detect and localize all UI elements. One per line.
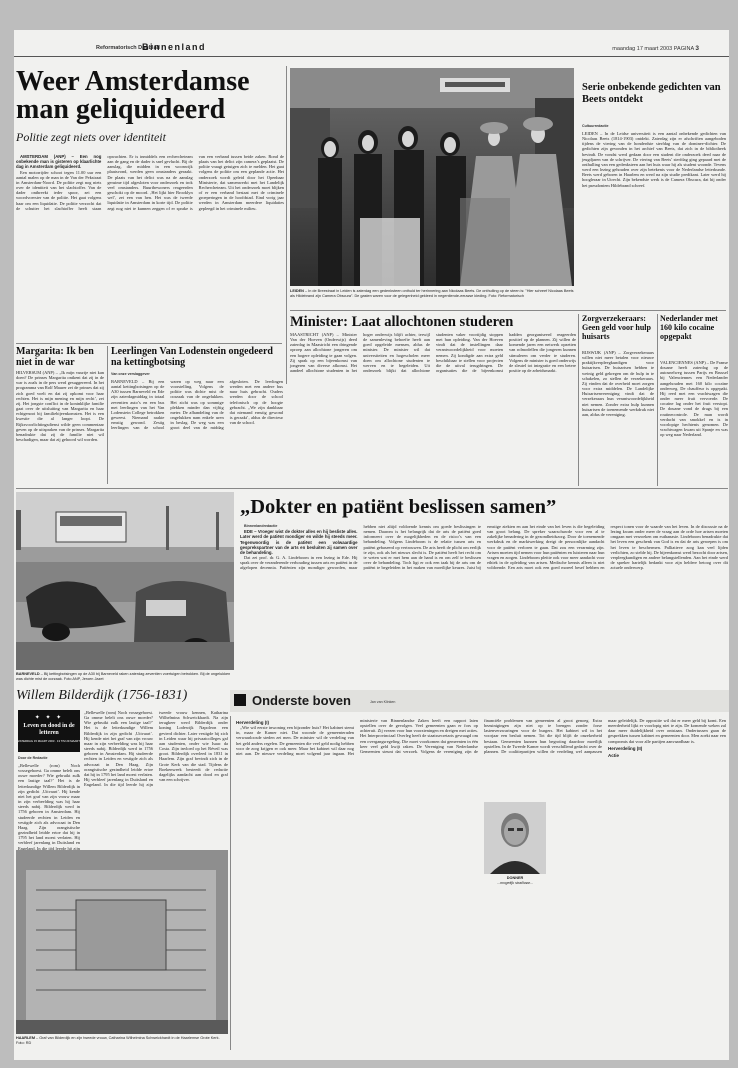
lodenstein-headline: Leerlingen Van Lodenstein ongedeerd na kettingbotsing [111, 346, 273, 368]
caption-text: – Graf van Bilderdijk en zijn tweede vrouw, Catharina Wilhelmina Schweickhardt in de Haarlemse Grote Kerk. [34, 1036, 220, 1040]
amsterdam-body: Een motorrijder schoot tegen 11.00 uur een aantal malen op de man in de Van der Pekstraat in Amsterdam-Noord. De politie zegt nog niets over de identiteit van het slachtoffer. Van de dader ontbreekt ieder spoor, zei een woordvoerster van de politie. Het gaat volgens haar om een liquidatie. De politie verzocht dat de schutter het slachtoffer heeft staan opwachten. Er is inmiddels een rechercheteam aan de gang en de dader is snel gevlucht. Bij de aanslag, die midden in een woonwijk plaatsvond, werden geen omstanders geraakt. De plaats van het delict was na de aanslag geruime tijd afgesloten voor onderzoek en trok veel omstanders. Buurtbewoners reageerden geschokt op de moord. ‚Het lijkt hier Brooklyn wel’, zei een van hen. Het was de tweede liquidatie in Amsterdam in korte tijd. De politie zegt nog niet te kunnen zeggen of er sprake is van een verband tussen beide zaken. Rond de plaats van het delict zijn camera’s geplaatst. De politie vraagt getuigen zich te melden. Het gaat volgens de politie om een geplande actie. Het onderzoek wordt geleid door het Openbaar Ministerie, dat samenwerkt met het Landelijk Rechercheteam. Uit het onderzoek moet blijken of er een verband bestaat met de criminele groeperingen in de hoofdstad. Eind vorig jaar werden in Amsterdam meerdere liquidaties gepleegd in het criminele milieu. [16, 154, 284, 211]
zorg-headline: Zorgverzekeraars: Geen geld voor hulp huisarts [582, 314, 651, 341]
caption-text: – In de Breestraat in Leiden is zaterdag een gedenksteen onthuld ter herinnering aan Nicolaas Beets. De onthulling op de steen is: "Hier schreef Nicolaas Beets als Hildebrand zijn Camera Obscura". De gasten waren voor de gelegenheid gekleed in negentiende-eeuwse kleding. [290, 289, 574, 298]
photo-credit: Foto: Reformatorisch [488, 293, 524, 298]
bilderdijk-body-col1: „Bellewelle (rom) Noch vossegehoest. Ga omme belelt ons ouwe moeder? Wie gebruikt zulk een lastige taal?’ Het is de letterkundige Willem Bilderdijk in zijn gedicht ‚Uitvaart’. Hij kende niet het graf van zijn vrouw maar in zijn verbeelding was hij haar steeds nabij. Bilderdijk werd in 1756 geboren in Amsterdam. Hij studeerde rechten in Leiden en vestigde zich als advocaat in Den Haag. Zijn orangistische gezindheid leidde ertoe dat hij in 1795 het land moest verlaten. Hij verbleef jarenlang in Duitsland en Engeland. In die tijd leerde hij zijn [18, 763, 80, 851]
caption-place: LEIDEN [290, 289, 304, 293]
date-text: maandag 17 maart 2003 [612, 46, 673, 52]
section-name: Binnenland [142, 42, 206, 52]
subhead-actie: Actie [608, 752, 620, 758]
dokter-article [240, 524, 728, 684]
column-byline: Jan van Klinken [370, 700, 396, 704]
newspaper-page [14, 30, 729, 1060]
beets-ceremony-photo [290, 68, 574, 286]
logo-mark: ✦ ✦ ✦ [34, 715, 64, 721]
beets-byline: Cultuurredactie [582, 124, 609, 128]
car-crash-image [16, 492, 234, 670]
crash-photo-caption [16, 672, 234, 686]
onderste-text: „Wie wil eerste inwoning een bijzonder huis? Het kabinet stemt in, maar de Kamer niet. Dat woonde de gemeenteraden verwaarloosde steden zei men. De minister wil de verdeling van het geld anders regelen. De gemeenten die veel geld nodig hebben voor de zorg krijgen er ook meer. Maar het kabinet wil daar nog niet aan. De nieuwe verdeling moet volgend jaar ingaan. Het ministerie van Binnenlandse Zaken heeft een rapport laten opstellen over de gevolgen. Veel gemeenten gaan er fors op achteruit. Zij vrezen voor hun voorzieningen en dreigen met acties. Het Interprovinciaal Overleg heeft de staatssecretaris gevraagd om een overgangsregeling. Die moet voorkomen dat gemeenten in één keer veel geld kwijt raken. De Vereniging van Nederlandse Gemeenten steunt dat verzoek. Volgens de vereniging zijn de financiële problemen van gemeenten al groot genoeg. Extra bezuinigingen zijn niet op te brengen zonder forse lastenverzwaringen voor de burgers. Het kabinet wil in het voorjaar een besluit nemen. Tot die tijd blijft de onzekerheid bestaan. Gemeenten kunnen hun begroting daardoor moeilijk opstellen. In de Tweede Kamer wordt verschillend gedacht over de plannen. De coalitiepartijen willen de verdeling wel aanpassen maar geleidelijk. De oppositie wil dat er meer geld bij komt. Een meerderheid lijkt er voorlopig niet te zijn. De komende weken zal daar meer duidelijkheid over ontstaan. Ondertussen gaan de gesprekken tussen kabinet en gemeenten door. Men zoekt naar een compromis dat voor alle partijen aanvaardbaar is. [236, 718, 726, 756]
logo-text: Leven en dood in de letteren [23, 723, 75, 736]
dokter-headline: „Dokter en patiënt beslissen samen” [240, 496, 557, 518]
column-rule [107, 346, 108, 484]
beets-body: LEIDEN – In de Leidse universiteit is een aantal onbekende gedichten van Nicolaas Beets (1814-1903) ontdekt. Zaterdag zijn er afschriften aangeboden tijdens de viering van de honderdste sterfdag van de dominee-dichter. De gedichten zijn gevonden in het archief van Beets, dat zich in de bibliotheek bevindt. De vondst werd gedaan door een student die onderzoek deed naar de jeugdjaren van de schrijver. De viering van Beets’ sterfdag ging gepaard met de onthulling van een gedenksteen aan het huis waar hij als student woonde. Tevens werd een lezing gehouden over zijn betekenis voor de Nederlandse letterkunde. Beets werd geboren in Haarlem en werd na zijn studie predikant. Later werd hij hoogleraar in Utrecht. Zijn bekendste werk is de Camera Obscura, dat hij onder het pseudoniem Hildebrand schreef. [582, 131, 726, 188]
onderste-body [236, 718, 726, 1048]
dokter-byline: Binnenlandredactie [244, 524, 278, 528]
amsterdam-lede: AMSTERDAM (ANP) – Een nog onbekende man is gisteren op klaarlichte dag in Amsterdam geliquideerd. [16, 154, 102, 170]
column-rule [230, 716, 231, 1050]
caption-place: BARNEVELD [16, 672, 40, 676]
page-header [14, 30, 729, 60]
caption-text: – Bij kettingbotsingen op de A30 bij Barneveld raken zaterdag zeventien voertuigen betrokken. Bij de ongelukken was dichte mist de oorzaak. [16, 672, 231, 681]
bilderdijk-byline: Door de Redactie [18, 756, 48, 760]
photo-credit: Foto: RD [16, 1040, 32, 1045]
donner-caption [484, 876, 546, 885]
beets-headline: Serie onbekende gedichten van Beets ontdekt [582, 82, 721, 105]
logo-subtext: ZATERDAG 15 MAART 2003 · 13 T/M 29 MAART [18, 739, 80, 743]
cocaine-body: VALENCIENNES (ANP) – De Franse douane heeft zaterdag op de autosnelweg tussen Parijs en Brussel bij Valenciennes een Nederlander aangehouden met 160 kilo cocaïne onderweg. De chauffeur is opgepakt. Hij reed met een vrachtwagen die onder meer fruit vervoerde. De cocaïne lag onder het fruit verstopt. De douane vond de drugs bij een routinecontrole. De man wordt verdacht van smokkel en is in voorlopige hechtenis genomen. De vrachtwagen kwam uit Spanje en was op weg naar Nederland. [660, 360, 728, 438]
margarita-body: HILVERSUM (ANP) – „Ik mijn vuurtje niet kan doen? De prinses Margarita ontkent dat zij in de war is zoals in de pers werd gesuggereerd. In het programma van Rolf Maurer zei de prinses dat zij zich goed voelt en dat zij opkomt voor haar rechten. Het is mijn mening en mijn recht’, zei zij. Het jongste conflict in de koninklijke familie gaat over de uitsluiting van Margarita en haar echtgenoot bij familiebijeenkomsten. Het is een kwestie die al langer loopt. De Rijksvoorlichtingsdienst wilde geen commentaar geven op de uitspraken van de prinses. Margarita benadrukte dat zij de familie niet wil beschadigen, maar dat zij gehoord wil worden. [16, 370, 104, 443]
lodenstein-body: BARNEVELD – Bij een aantal kettingbotsingen op de A30 tussen Barneveld en Ede zijn zaterdagmiddag in totaal zeventien auto’s en een bus met leerlingen van het Van Lodenstein College betrokken geweest. Niemand raakte ernstig gewond. Zestig leerlingen van de school waren op weg naar een voorstelling. Volgens de politie was dichte mist de oorzaak van de ongelukken. Het zicht was op sommige plekken minder dan vijftig meter. De afhandeling van de ongelukken nam enkele uren in beslag. De weg was een groot deel van de middag afgesloten. De leerlingen werden met een andere bus naar huis gebracht. Ouders werden door de school telefonisch op de hoogte gebracht. „We zijn dankbaar dat niemand ernstig gewond is geraakt’, aldus de directeur van de school. [111, 379, 283, 431]
beets-photo-caption [290, 289, 574, 307]
margarita-headline: Margarita: Ik ben niet in de war [16, 346, 94, 368]
gravestone-image [16, 850, 228, 1034]
subhead-herverdeling-2: Herverdeling (II) [608, 745, 643, 751]
donner-portrait [484, 802, 546, 874]
column-banner [230, 690, 729, 712]
page-date [612, 45, 699, 52]
column-rule [578, 314, 579, 486]
page-number: 3 [695, 45, 699, 52]
boekenweek-logo [18, 710, 80, 752]
caption-place: HAARLEM [16, 1036, 35, 1040]
photo-credit: Foto ANP, Jeroen Jazet [63, 676, 104, 681]
column-rule [657, 314, 658, 486]
amsterdam-kicker: Politie zegt niets over identiteit [16, 130, 166, 144]
bilderdijk-body: „Bellewelle (rom) Noch vossegehoest. Ga omme belelt ons ouwe moeder? Wie gebruikt zulk een lastige taal?’ Het is de letterkundige Willem Bilderdijk in zijn gedicht ‚Uitvaart’. Hij kende niet het graf van zijn vrouw maar in zijn verbeelding was hij haar steeds nabij. Bilderdijk werd in 1756 geboren in Amsterdam. Hij studeerde rechten in Leiden en vestigde zich als advocaat in Den Haag. Zijn orangistische gezindheid leidde ertoe dat hij in 1795 het land moest verlaten. Hij verbleef jarenlang in Duitsland en Engeland. In die tijd leerde hij zijn tweede vrouw kennen, Katharina Wilhelmina Schweickhardt. Na zijn terugkeer werd Bilderdijk onder koning Lodewijk Napoleon een gevierd dichter. Later vestigde hij zich in Leiden waar hij privaatcolleges gaf aan studenten, onder wie Isaac da Costa. Zijn invloed op het Réveil was groot. Bilderdijk overleed in 1831 in Haarlem. Zijn graf bevindt zich in de Grote Kerk van die stad. Tijdens de Boekenweek besteedt de redactie dagelijks aandacht aan dood en graf van een schrijver. [84, 710, 228, 788]
banner-mark-icon [234, 694, 246, 706]
column-rule [286, 66, 287, 384]
section-rule [16, 488, 728, 489]
lodenstein-byline: Van onze verslaggever [111, 372, 150, 376]
minister-body: MAASTRICHT (ANP) – Minister Van der Hoeven (Onderwijs) deed zaterdag in Maastricht een dringende oproep aan allochtone jongeren om een hogere opleiding te gaan volgen. Zij sprak op een bijeenkomst van jongeren van diverse afkomst. Het aandeel allochtone studenten in het hoger onderwijs blijft achter, terwijl de samenleving behoefte heeft aan goed opgeleide mensen, aldus de minister. De minister wil dat universiteiten en hogescholen meer doen om allochtone studenten te werven en te begeleiden. Uit onderzoek blijkt dat allochtone studenten vaker voortijdig stoppen met hun opleiding. Van der Hoeven vindt dat de instellingen daar verantwoordelijkheid voor moeten nemen. Zij kondigde aan extra geld beschikbaar te stellen voor projecten die de uitval terugdringen. De organisaties die de bijeenkomst hadden georganiseerd reageerden positief op de plannen. Zij willen de komende jaren een netwerk opzetten van rolmodellen die jongeren kunnen stimuleren om verder te studeren. Volgens de minister is goed onderwijs de sleutel tot integratie en een betere positie op de arbeidsmarkt. [290, 332, 576, 374]
header-rule [14, 56, 729, 57]
zorg-body: RIJSWIJK (ANP) – Zorgverzekeraars willen niet meer betalen voor nieuwe praktijkverpleegkundigen voor huisartsen. De huisartsen hebben te weinig geld gekregen om de hulp in te schakelen, zo stellen de verzekeraars. Zij vinden dat de overheid moet zorgen voor extra middelen. De Landelijke Huisartsenvereniging vindt dat de verzekeraars hun verantwoordelijkheid niet nemen. Zonder extra hulp kunnen huisartsen de toenemende werkdruk niet aan, aldus de vereniging. [582, 350, 654, 417]
bilderdijk-headline: Willem Bilderdijk (1756-1831) [16, 688, 188, 703]
dokter-body: Dat zei prof. dr. G. A. Lindeboom in een lezing in Ede. Hij sprak over de veranderende verhouding tussen arts en patiënt in de afgelopen decennia. Patiënten zijn mondiger geworden, maar hebben niet altijd voldoende kennis om goede beslissingen te nemen. Daarom is het belangrijk dat de arts de patiënt goed informeert over de mogelijkheden en de risico’s van een behandeling. Volgens Lindeboom is de relatie tussen arts en patiënt gebaseerd op vertrouwen. De arts heeft de plicht om eerlijk te zijn, ook als het nieuws slecht is. De patiënt heeft het recht om te weten wat er met hem aan de hand is en om zelf te beslissen over de behandeling. Toch ligt er ook een taak bij de arts om de patiënt te begeleiden in het maken van moeilijke keuzes. Juist bij ernstige ziekten en aan het einde van het leven is die begeleiding van groot belang. De spreker waarschuwde voor een al te zakelijke benadering in de gezondheidszorg. Door de toenemende werkdruk en de marktwerking dreigt de persoonlijke aandacht voor de patiënt verloren te gaan. Dat zou een verarming zijn. Artsen moeten tijd nemen voor hun patiënten en luisteren naar hun vragen en zorgen. Lindeboom pleitte ook voor meer aandacht voor ethiek in de opleiding van artsen. Medische kennis alleen is niet voldoende. Een arts moet ook een goed moreel besef hebben en respect tonen voor de waarde van het leven. In de discussie na de lezing kwam onder meer de vraag aan de orde hoe artsen moeten omgaan met verzoeken om euthanasie. Lindeboom benadrukte dat het leven een geschenk van God is en dat de arts geroepen is om het leven te beschermen. Palliatieve zorg kan veel lijden verlichten, zo stelde hij. De bijeenkomst werd bezocht door artsen, verpleegkundigen en andere belangstellenden. Aan het einde werd de spreker hartelijk bedankt voor zijn heldere betoog over dit actuele onderwerp. [240, 524, 728, 571]
cocaine-headline: Nederlander met 160 kilo cocaïne opgepakt [660, 314, 718, 341]
caption-name: DONNER [506, 876, 524, 880]
subhead-herverdeling-1: Herverdeling (I) [236, 720, 270, 725]
column-title: Onderste boven [252, 693, 351, 708]
section-rule [16, 343, 282, 344]
dokter-lede: EDE – Vroeger wist de dokter alles en hij besliste alles. Later werd de patiënt mondiger en wilde hij steeds meer. Tegenwoordig is de patiënt een volwaardige gesprekspartner van de arts en besluiten zij samen over de behandeling. [240, 529, 358, 555]
newspaper-name: Reformatorisch Dagblad [96, 45, 160, 51]
amsterdam-headline: Weer Amsterdamse man geliquideerd [16, 66, 250, 125]
caption-quote: ...mogelijk strafbaar... [496, 880, 534, 885]
portrait-image [484, 802, 546, 874]
grave-photo-caption [16, 1036, 228, 1050]
costumed-crowd-image [290, 68, 574, 286]
minister-headline: Minister: Laat allochtonen studeren [290, 314, 514, 330]
section-rule [290, 310, 726, 311]
page-label: PAGINA [673, 46, 694, 52]
crash-photo [16, 492, 234, 670]
grave-photo [16, 850, 228, 1034]
